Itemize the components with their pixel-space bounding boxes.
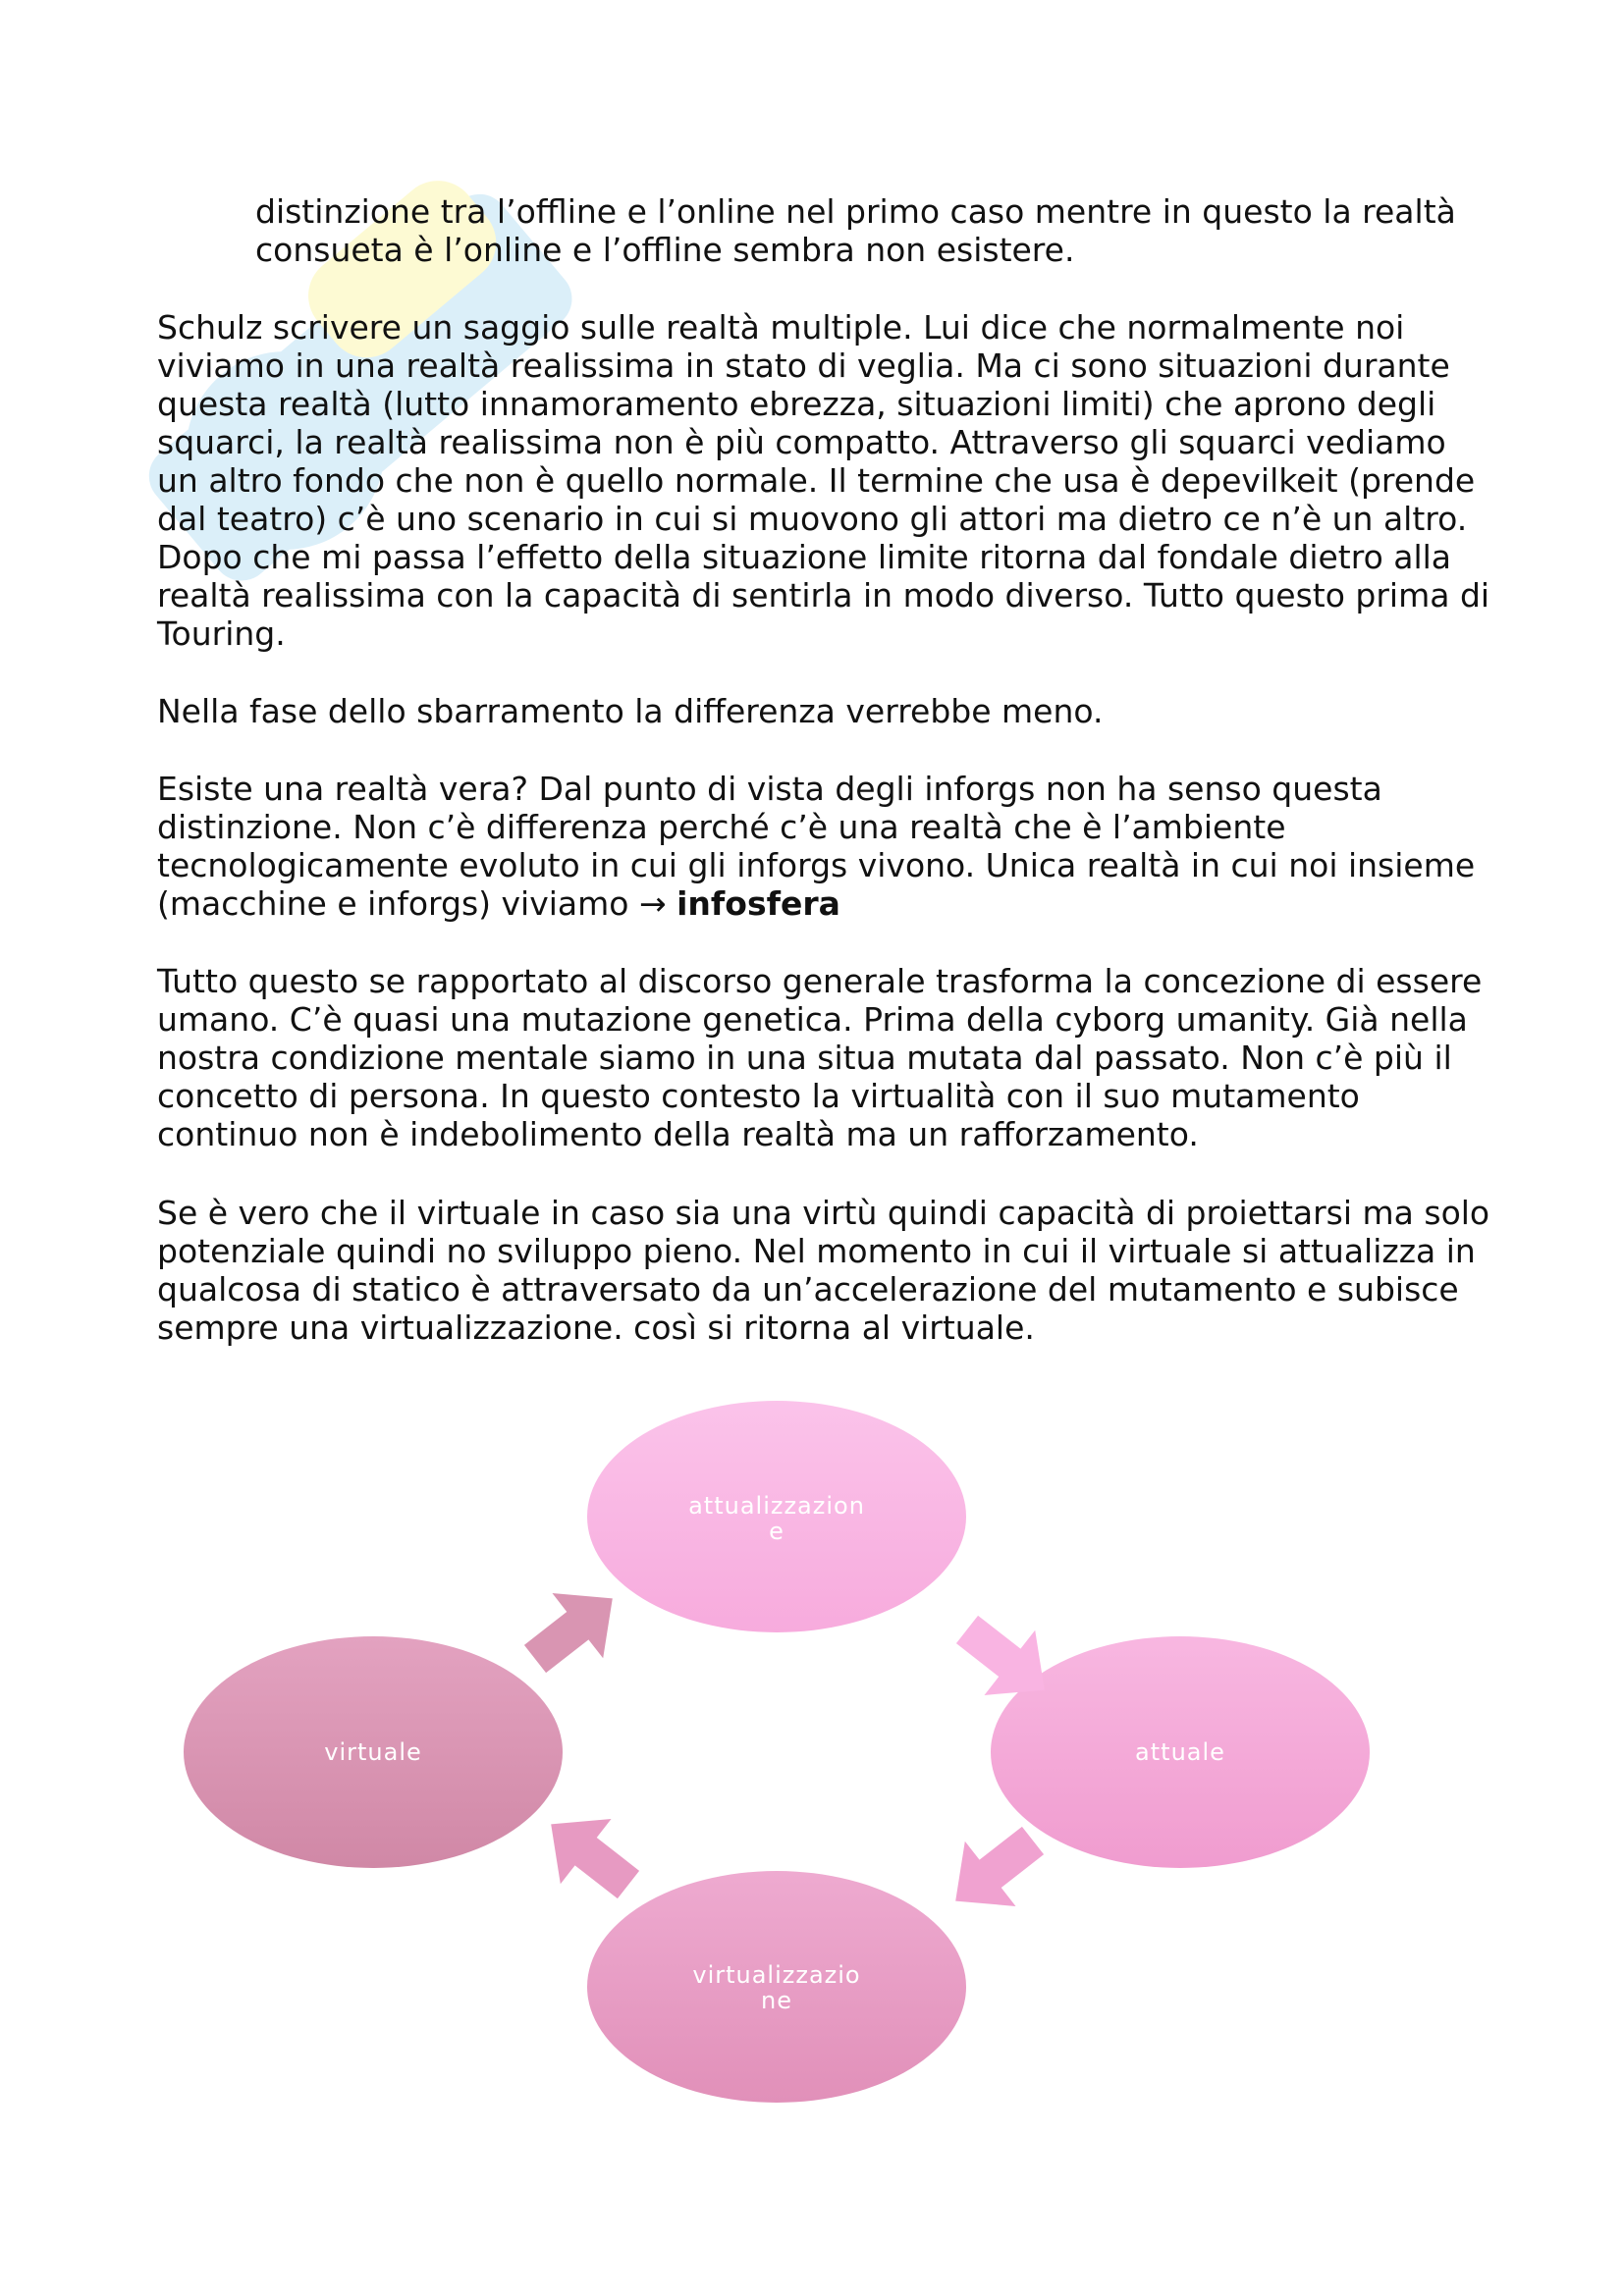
paragraph-5: Tutto questo se rapportato al discorso generale trasforma la concezione di essere umano. C’è quasi una mutazione genetica. Prima della cyborg umanity. Già nella nostra condizione mentale siamo in una situa mutata dal passato. Non c’è più il concetto di persona. In questo contesto la virtualità con il suo mutamento continuo non è indebolimento della realtà ma un rafforzamento. xyxy=(157,962,1483,1153)
paragraph-6: Se è vero che il virtuale in caso sia una virtù quindi capacità di proiettarsi ma solo potenziale quindi no sviluppo pieno. Nel momento in cui il virtuale si attualizza in qualcosa di statico è attraversato da un’accelerazione del mutamento e subisce sempre una virtualizzazione. così si ritorna al virtuale. xyxy=(157,1194,1490,1347)
paragraph-2: Schulz scrivere un saggio sulle realtà multiple. Lui dice che normalmente noi viviamo in una realtà realissima in stato di veglia. Ma ci sono situazioni durante questa realtà (lutto innamoramento ebrezza, situazioni limiti) che aprono degli squarci, la realtà realissima non è più compatto. Attraverso gli squarci vediamo un altro fondo che non è quello normale. Il termine che usa è depevilkeit (prende dal teatro) c’è uno scenario in cui si muovono gli attori ma dietro ce n’è un altro. Dopo che mi passa l’effetto della situazione limite ritorna dal fondale dietro alla realtà realissima con la capacità di sentirla in modo diverso. Tutto questo prima di Touring. xyxy=(157,308,1490,653)
arrow-bottom-to-left xyxy=(525,1791,654,1917)
node-virtualizzazione xyxy=(587,1871,966,2103)
cycle-diagram xyxy=(0,1374,1623,2160)
node-attuale xyxy=(991,1636,1370,1868)
node-attualizzazione-label-2: e xyxy=(769,1518,784,1545)
paragraph-4 xyxy=(157,770,1492,923)
node-virtualizzazione-label-1: virtualizzazio xyxy=(692,1961,861,1989)
paragraph-3: Nella fase dello sbarramento la differenza verrebbe meno. xyxy=(157,692,1104,730)
node-virtuale xyxy=(184,1636,563,1868)
node-virtuale-label: virtuale xyxy=(324,1738,422,1766)
node-attuale-label: attuale xyxy=(1135,1738,1225,1766)
keyword-infosfera: infosfera xyxy=(676,884,840,923)
paragraph-4-text: Esiste una realtà vera? Dal punto di vista degli inforgs non ha senso questa distinzione. Non c’è differenza perché c’è una realtà che è l’ambiente tecnologicamente evoluto in cui gli inforgs vivono. Unica realtà in cui noi insieme (macchine e inforgs) viviamo xyxy=(157,770,1476,923)
arrow-left-to-top xyxy=(510,1566,638,1691)
paragraph-1: distinzione tra l’offline e l’online nel primo caso mentre in questo la realtà consueta è l’online e l’offline sembra non esistere. xyxy=(255,192,1456,269)
node-virtualizzazione-label-2: ne xyxy=(761,1987,792,2014)
node-attualizzazione-label-1: attualizzazion xyxy=(688,1492,865,1520)
right-arrow-icon: → xyxy=(638,884,667,923)
node-attualizzazione xyxy=(587,1401,966,1632)
